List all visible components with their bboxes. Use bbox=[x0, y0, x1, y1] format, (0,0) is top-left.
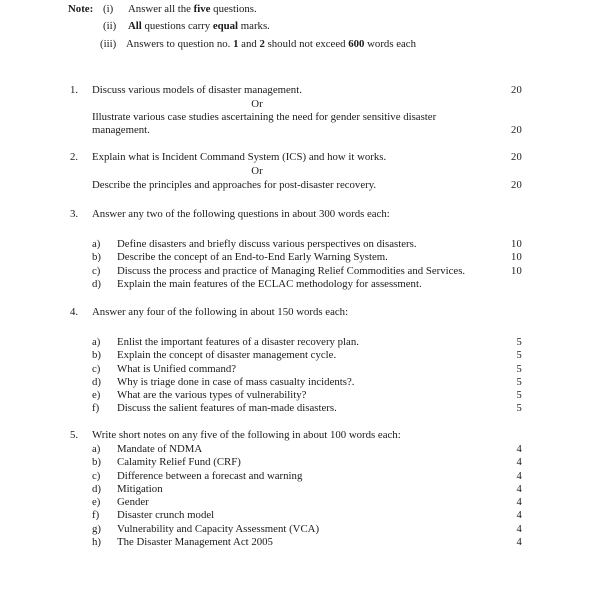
question-alternative-text: Illustrate various case studies ascertaining the need for gender sensitive disaster management. bbox=[92, 111, 437, 137]
subitem-marks: 5 bbox=[516, 390, 522, 402]
or-separator: Or bbox=[251, 98, 263, 110]
subitem-marks: 5 bbox=[516, 376, 522, 388]
subitem-text: Gender bbox=[117, 496, 149, 509]
note-item bbox=[0, 18, 600, 35]
subitem-text: Mandate of NDMA bbox=[117, 443, 203, 455]
note-bold-word: 1 bbox=[233, 37, 239, 50]
subitem-marks: 4 bbox=[516, 483, 522, 495]
subitem-letter: f) bbox=[92, 509, 100, 522]
note-item-text: Answer all the five questions. bbox=[128, 3, 257, 15]
note-bold-word: 600 bbox=[348, 37, 365, 50]
subitem-text: Enlist the important features of a disaster recovery plan. bbox=[117, 336, 359, 348]
subitem-marks: 10 bbox=[511, 265, 522, 277]
note-label: Note: bbox=[68, 3, 94, 15]
note-bold-word: five bbox=[193, 3, 211, 15]
subitem bbox=[0, 238, 600, 251]
subitem bbox=[0, 389, 600, 402]
note-item-number: (i) bbox=[103, 3, 114, 15]
subitem bbox=[0, 509, 600, 522]
subitem-marks: 4 bbox=[516, 457, 522, 469]
question-number: 3. bbox=[70, 208, 79, 220]
subitem bbox=[0, 363, 600, 376]
subitem-letter: d) bbox=[92, 482, 101, 495]
subitem-text: Disaster crunch model bbox=[117, 509, 215, 522]
subitem-letter: c) bbox=[92, 264, 101, 277]
note-item-number: (iii) bbox=[100, 37, 117, 50]
question-number: 2. bbox=[70, 151, 79, 163]
subitem-text: Define disasters and briefly discuss various perspectives on disasters. bbox=[117, 238, 417, 250]
subitem-text: Explain the concept of disaster management cycle. bbox=[117, 349, 337, 362]
subitem bbox=[0, 523, 600, 536]
subitem bbox=[0, 336, 600, 349]
subitem-letter: a) bbox=[92, 443, 101, 455]
question-text: Answer any four of the following in about 150 words each: bbox=[92, 306, 349, 318]
subitem bbox=[0, 251, 600, 264]
subitem-text: Calamity Relief Fund (CRF) bbox=[117, 456, 241, 469]
subitem-letter: d) bbox=[92, 277, 101, 290]
subitem bbox=[0, 483, 600, 496]
subitem-text: Difference between a forecast and warning bbox=[117, 469, 303, 482]
or-separator: Or bbox=[251, 165, 263, 177]
question-text: Discuss various models of disaster management. bbox=[92, 84, 302, 96]
subitem-text: Describe the concept of an End-to-End Early Warning System. bbox=[117, 251, 388, 264]
subitem-marks: 5 bbox=[516, 337, 522, 348]
subitem-letter: c) bbox=[92, 469, 101, 482]
subitem-text: Explain the main features of the ECLAC methodology for assessment. bbox=[117, 277, 422, 290]
subitem-marks: 4 bbox=[516, 510, 522, 522]
subitem bbox=[0, 443, 600, 456]
note-item-text: Answers to question no. 1 and 2 should not exceed 600 words each bbox=[126, 37, 417, 50]
question-number: 5. bbox=[70, 429, 79, 441]
question-marks: 20 bbox=[511, 85, 522, 96]
question-number: 4. bbox=[70, 306, 79, 318]
note-bold-word: All bbox=[128, 20, 142, 33]
subitem-letter: e) bbox=[92, 389, 101, 402]
question-alternative-marks: 20 bbox=[511, 125, 522, 136]
subitem-list bbox=[0, 443, 600, 549]
subitem-text: Discuss the process and practice of Managing Relief Commodities and Services. bbox=[117, 264, 466, 277]
subitem-text: Vulnerability and Capacity Assessment (VCA) bbox=[117, 522, 320, 535]
subitem-letter: b) bbox=[92, 349, 101, 362]
question-alternative-text: Describe the principles and approaches for post-disaster recovery. bbox=[92, 179, 377, 191]
subitem-letter: b) bbox=[92, 251, 101, 264]
subitem-letter: a) bbox=[92, 336, 101, 348]
note-item-text: All questions carry equal marks. bbox=[128, 20, 270, 33]
subitem-list bbox=[0, 238, 600, 291]
subitem-text: What are the various types of vulnerability? bbox=[117, 389, 307, 402]
note-item-number: (ii) bbox=[103, 20, 117, 33]
subitem bbox=[0, 349, 600, 362]
subitem-marks: 5 bbox=[516, 403, 522, 415]
question-alternative-marks: 20 bbox=[511, 180, 522, 191]
subitem-letter: g) bbox=[92, 522, 101, 535]
subitem-letter: b) bbox=[92, 456, 101, 469]
subitem-text: Discuss the salient features of man-made disasters. bbox=[117, 402, 337, 415]
subitem bbox=[0, 456, 600, 469]
note-block bbox=[0, 1, 600, 53]
subitem-marks: 4 bbox=[516, 537, 522, 549]
subitem bbox=[0, 278, 600, 291]
subitem bbox=[0, 265, 600, 278]
subitem-marks: 4 bbox=[516, 444, 522, 455]
subitem-letter: e) bbox=[92, 496, 101, 509]
subitem-marks: 4 bbox=[516, 497, 522, 509]
subitem-letter: d) bbox=[92, 375, 101, 388]
subitem-list bbox=[0, 336, 600, 416]
subitem-text: What is Unified command? bbox=[117, 362, 237, 375]
subitem-marks: 10 bbox=[511, 252, 522, 264]
question-marks: 20 bbox=[511, 152, 522, 163]
subitem bbox=[0, 470, 600, 483]
note-bold-word: 2 bbox=[259, 37, 265, 50]
question-text: Explain what is Incident Command System (ICS) and how it works. bbox=[92, 151, 387, 163]
subitem-marks: 10 bbox=[511, 239, 522, 250]
note-item bbox=[0, 36, 600, 53]
question-text: Write short notes on any five of the following in about 100 words each: bbox=[92, 429, 401, 441]
note-bold-word: equal bbox=[212, 20, 239, 33]
subitem-text: Why is triage done in case of mass casualty incidents?. bbox=[117, 375, 355, 388]
subitem-text: Mitigation bbox=[117, 482, 163, 495]
subitem-marks: 4 bbox=[516, 470, 522, 482]
subitem-marks: 5 bbox=[516, 363, 522, 375]
subitem-letter: h) bbox=[92, 536, 101, 549]
subitem bbox=[0, 496, 600, 509]
subitem bbox=[0, 376, 600, 389]
subitem-letter: c) bbox=[92, 362, 101, 375]
subitem-letter: a) bbox=[92, 238, 101, 250]
subitem-text: The Disaster Management Act 2005 bbox=[117, 536, 273, 549]
subitem-marks: 4 bbox=[516, 523, 522, 535]
subitem-marks: 5 bbox=[516, 350, 522, 362]
question-text: Answer any two of the following questions in about 300 words each: bbox=[92, 208, 390, 220]
subitem-letter: f) bbox=[92, 402, 100, 415]
note-item bbox=[0, 1, 600, 18]
question-number: 1. bbox=[70, 84, 79, 96]
subitem bbox=[0, 536, 600, 549]
subitem bbox=[0, 402, 600, 415]
